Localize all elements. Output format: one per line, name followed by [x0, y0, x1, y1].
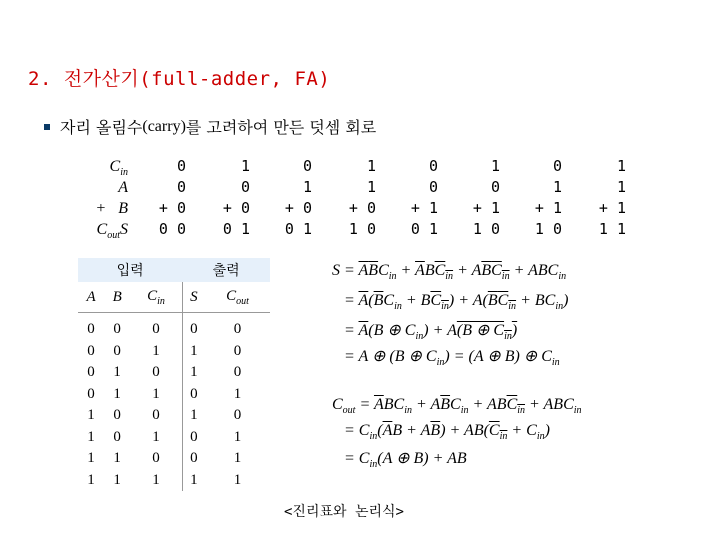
table-cell: 0 [87, 385, 95, 402]
bullet-prefix: 자리 올림수 [60, 118, 143, 137]
table-cell: 0 [233, 342, 242, 359]
cout-equation-3: = $C_{in}(A$ ⊕ B) + AB [344, 450, 467, 471]
addition-example-value: 0 [428, 157, 438, 175]
table-row [78, 341, 270, 363]
table-row [78, 313, 270, 341]
addition-example-value: 0 [552, 157, 562, 175]
addition-example-value: + 1 [534, 199, 562, 217]
addition-example-value: + 1 [472, 199, 500, 217]
addition-example-value: 0 [302, 157, 312, 175]
table-cell: 0 [87, 364, 95, 381]
addition-example-value: 1 [366, 157, 376, 175]
addition-example-value: 0 1 [410, 220, 438, 238]
s-equation-2: = $\overline{A}(\overline{B}C_{in} + BC_{in}) + A(\overline{B}C_{in} + BC_{in})$ [344, 292, 569, 313]
addition-example-value: + 0 [284, 199, 312, 217]
addition-example-value: 1 1 [598, 220, 626, 238]
table-cell: 1 [152, 471, 160, 488]
addition-example-column [522, 156, 562, 240]
addition-example-column [460, 156, 500, 240]
table-cell: 0 [113, 407, 121, 424]
table-cell: 0 [233, 321, 242, 338]
table-cell: 1 [152, 342, 160, 359]
table-cell: 1 [87, 407, 95, 424]
addition-example-column [146, 156, 186, 240]
addition-example-value: 1 [302, 178, 312, 196]
addition-example-value: 0 [176, 178, 186, 196]
table-cell: 1 [152, 428, 160, 445]
table-cell: 0 [152, 364, 160, 381]
addition-example-column [210, 156, 250, 240]
table-row [78, 362, 270, 384]
addition-example-value: 1 [616, 157, 626, 175]
label-cin: $C_{in}$ [109, 158, 128, 179]
addition-example-value: + 1 [598, 199, 626, 217]
addition-example-value: 0 0 [158, 220, 186, 238]
addition-example-value: + 0 [222, 199, 250, 217]
addition-example-value: 1 0 [472, 220, 500, 238]
addition-example-value: + 0 [158, 199, 186, 217]
table-cell: 1 [233, 428, 242, 445]
table-cell: 0 [152, 450, 160, 467]
addition-example-column [586, 156, 626, 240]
table-cell: 1 [113, 364, 121, 381]
truth-table [78, 258, 270, 491]
table-cell: 1 [87, 450, 95, 467]
table-cell: 1 [233, 450, 242, 467]
table-cell: 1 [152, 385, 160, 402]
table-cell: 0 [233, 407, 242, 424]
addition-example-value: 0 [428, 178, 438, 196]
table-row [78, 384, 270, 406]
addition-example-value: 0 [240, 178, 250, 196]
table-cell: 1 [113, 471, 121, 488]
table-cell: 0 [233, 364, 242, 381]
addition-example-value: 0 [490, 178, 500, 196]
addition-example-value: 1 [366, 178, 376, 196]
bullet-paren: (carry) [142, 117, 186, 135]
bullet-item [44, 115, 376, 138]
addition-example-value: 1 0 [348, 220, 376, 238]
table-cell: 0 [152, 321, 160, 338]
square-bullet-icon [44, 124, 50, 130]
addition-example-value: 1 0 [534, 220, 562, 238]
table-cell: 1 [113, 450, 121, 467]
slide-title: 2. 전가산기(full-adder, FA) [28, 68, 331, 90]
table-cell: 1 [182, 362, 205, 384]
table-cell: 0 [113, 321, 121, 338]
addition-example-value: 1 [552, 178, 562, 196]
addition-example-value: 1 [240, 157, 250, 175]
table-row [78, 427, 270, 449]
table-cell: 0 [182, 448, 205, 470]
table-row [78, 405, 270, 427]
addition-example-value: 0 1 [222, 220, 250, 238]
s-equation-3: = $\overline{A}(B$ ⊕ $C_{in}) + A(B$ ⊕ $C_{in}$) [344, 322, 518, 343]
header-a: A [78, 282, 104, 313]
table-cell: 1 [233, 385, 242, 402]
label-a: A [118, 179, 128, 196]
addition-example-value: 1 [616, 178, 626, 196]
table-cell: 0 [87, 321, 95, 338]
output-group-header: 출력 [182, 258, 270, 282]
table-row [78, 448, 270, 470]
table-cell: 0 [182, 384, 205, 406]
table-cell: 1 [182, 341, 205, 363]
label-plus-b: + B [95, 200, 128, 217]
addition-example-value: 0 1 [284, 220, 312, 238]
cout-equation-2: = $C_{in}(\overline{A}B + A\overline{B}) + AB(C_{in} + C_{in})$ [344, 422, 550, 443]
cout-equation-1: $C_{out} = \overline{A}BC_{in} + A\overline{B}C_{in} + ABC_{in} + ABC_{in}$ [332, 396, 582, 417]
table-cell: 0 [113, 428, 121, 445]
table-cell: 0 [152, 407, 160, 424]
table-cell: 1 [182, 470, 205, 492]
header-cout: $C_{out}$ [205, 282, 270, 313]
table-cell: 0 [182, 313, 205, 341]
table-cell: 1 [87, 428, 95, 445]
addition-example-value: + 1 [410, 199, 438, 217]
addition-row-labels [82, 156, 128, 240]
addition-example-value: + 0 [348, 199, 376, 217]
header-s: S [182, 282, 205, 313]
addition-example-column [398, 156, 438, 240]
table-row [78, 470, 270, 492]
table-cell: 1 [233, 471, 242, 488]
s-equation-4: = A ⊕ (B ⊕ $C_{in}) = (A$ ⊕ B) ⊕ $C_{in}$ [344, 348, 560, 369]
table-cell: 0 [182, 427, 205, 449]
table-cell: 0 [113, 342, 121, 359]
bullet-suffix: 를 고려하여 만든 덧셈 회로 [185, 118, 377, 137]
addition-example-column [272, 156, 312, 240]
table-cell: 1 [182, 405, 205, 427]
label-cout-s: $C_{out}S$ [96, 221, 128, 242]
table-cell: 1 [113, 385, 121, 402]
addition-example-column [336, 156, 376, 240]
table-cell: 0 [87, 342, 95, 359]
header-cin: $C_{in}$ [130, 282, 182, 313]
s-equation-1: $S = \overline{A}\overline{B}C_{in} + \overline{A}BC_{in} + A\overline{B}C_{in} + ABC_{in}$ [332, 262, 567, 283]
addition-example-value: 0 [176, 157, 186, 175]
table-cell: 1 [87, 471, 95, 488]
header-b: B [104, 282, 130, 313]
input-group-header: 입력 [78, 258, 182, 282]
addition-example-value: 1 [490, 157, 500, 175]
figure-caption: <진리표와 논리식> [284, 504, 404, 520]
